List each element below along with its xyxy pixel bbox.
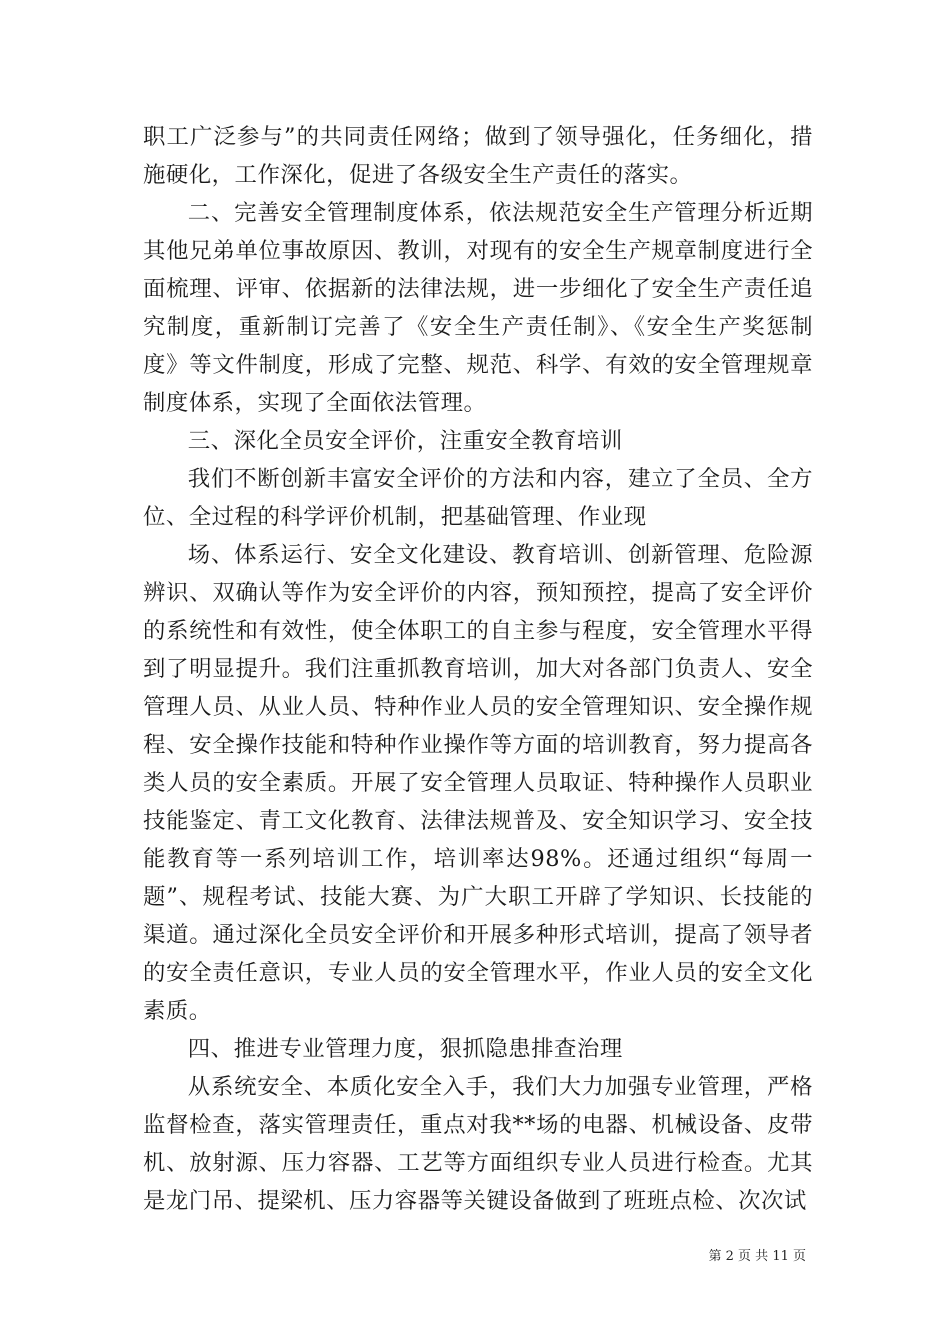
heading-section-four: 四、推进专业管理力度，狠抓隐患排查治理 [187,1036,623,1062]
paragraph-inspection: 从系统安全、本质化安全入手，我们大力加强专业管理，严格监督检查，落实管理责任，重点对我**场的电器、机械设备、皮带机、放射源、压力容器、工艺等方面组织专业人员进行检查。尤其是龙门吊、提梁机、压力容器等关键设备做到了班班点检、次次试 [143,1074,813,1214]
paragraph-continuation: 职工广泛参与”的共同责任网络；做到了领导强化，任务细化，措施硬化，工作深化，促进了各级安全生产责任的落实。 [143,124,813,188]
paragraph-evaluation-training: 场、体系运行、安全文化建设、教育培训、创新管理、危险源辨识、双确认等作为安全评价的内容，预知预控，提高了安全评价的系统性和有效性，使全体职工的自主参与程度，安全管理水平得到了明显提升。我们注重抓教育培训，加大对各部门负责人、安全管理人员、从业人员、特种作业人员的安全管理知识、安全操作规程、安全操作技能和特种作业操作等方面的培训教育，努力提高各类人员的安全素质。开展了安全管理人员取证、特种操作人员职业技能鉴定、青工文化教育、法律法规普及、安全知识学习、安全技能教育等一系列培训工作，培训率达98%。还通过组织“每周一题”、规程考试、技能大赛、为广大职工开辟了学知识、长技能的渠道。通过深化全员安全评价和开展多种形式培训，提高了领导者的安全责任意识，专业人员的安全管理水平，作业人员的安全文化素质。 [143,542,813,1024]
document-body [143,118,813,1220]
paragraph-evaluation-intro: 我们不断创新丰富安全评价的方法和内容，建立了全员、全方位、全过程的科学评价机制，把基础管理、作业现 [143,466,813,530]
paragraph-section-two: 二、完善安全管理制度体系，依法规范安全生产管理分析近期其他兄弟单位事故原因、教训，对现有的安全生产规章制度进行全面梳理、评审、依据新的法律法规，进一步细化了安全生产责任追究制度，重新制订完善了《安全生产责任制》、《安全生产奖惩制度》等文件制度，形成了完整、规范、科学、有效的安全管理规章制度体系，实现了全面依法管理。 [143,200,813,416]
heading-section-three: 三、深化全员安全评价，注重安全教育培训 [187,428,623,454]
page-number-footer: 第 2 页 共 11 页 [708,1249,806,1264]
